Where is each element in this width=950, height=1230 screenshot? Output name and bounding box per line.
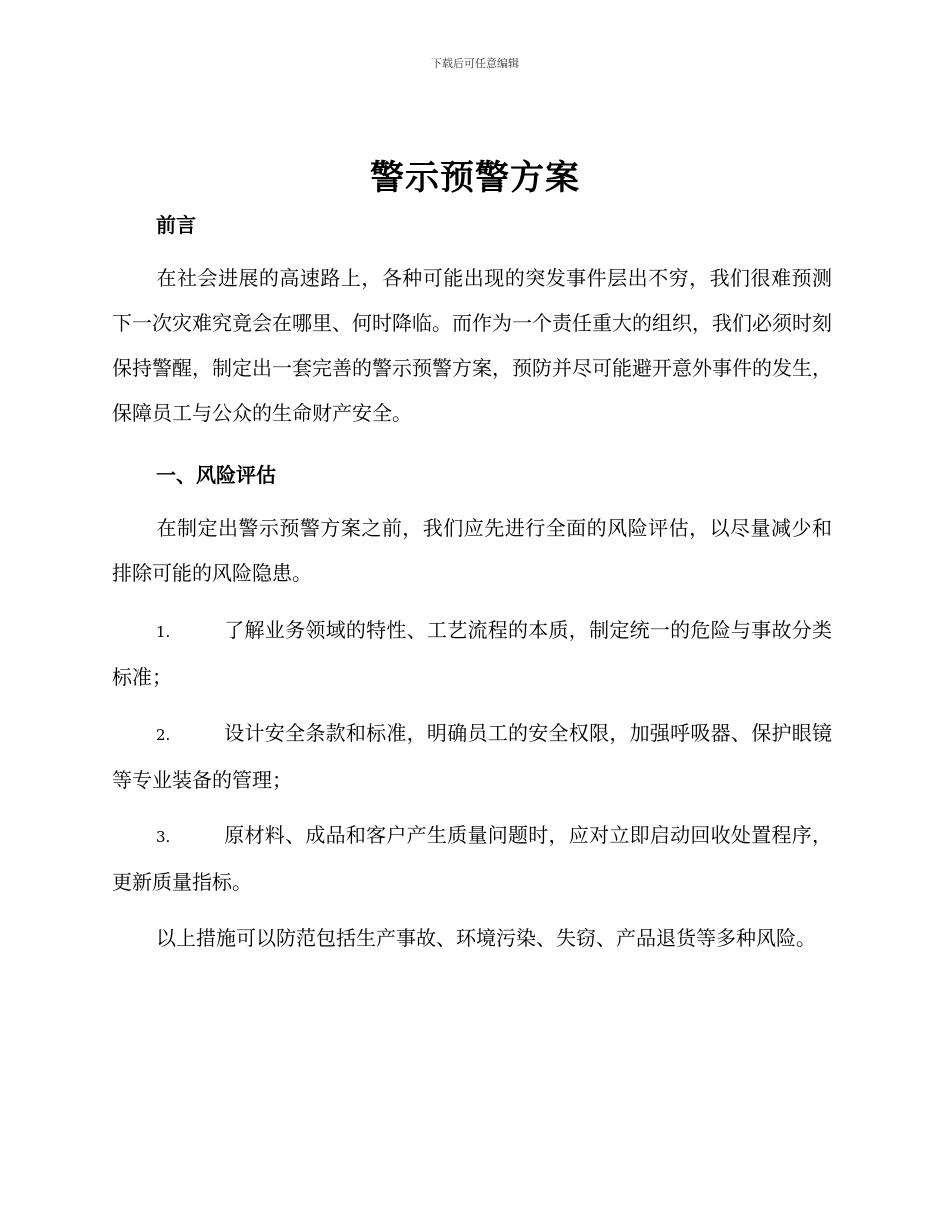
list-item	[112, 711, 832, 803]
header-note: 下载后可任意编辑	[431, 57, 519, 70]
risk-conclusion-text: 以上措施可以防范包括生产事故、环境污染、失窃、产品退货等多种风险。	[156, 926, 816, 950]
risk-intro-paragraph	[112, 506, 832, 596]
preface-paragraph	[112, 256, 832, 436]
list-item-number: 2.	[156, 726, 171, 744]
list-item	[112, 608, 832, 700]
list-item-number: 1.	[156, 623, 171, 641]
risk-conclusion-paragraph	[112, 916, 832, 961]
preface-paragraph-text: 在社会进展的高速路上，各种可能出现的突发事件层出不穷，我们很难预测下一次灾难究竟会在哪里、何时降临。而作为一个责任重大的组织，我们必须时刻保持警醒，制定出一套完善的警示预警方案，预防并尽可能避开意外事件的发生，保障员工与公众的生命财产安全。	[112, 266, 832, 425]
list-item-text: 设计安全条款和标准，明确员工的安全权限，加强呼吸器、保护眼镜等专业装备的管理；	[112, 721, 832, 792]
list-item-number: 3.	[156, 828, 171, 846]
section-heading-risk: 一、风险评估	[156, 463, 276, 487]
list-item-text: 原材料、成品和客户产生质量问题时，应对立即启动回收处置程序，更新质量指标。	[112, 823, 832, 894]
risk-intro-text: 在制定出警示预警方案之前，我们应先进行全面的风险评估，以尽量减少和排除可能的风险隐患。	[112, 516, 832, 585]
list-item	[112, 813, 832, 905]
list-item-text: 了解业务领域的特性、工艺流程的本质，制定统一的危险与事故分类标准；	[112, 618, 832, 689]
document-title: 警示预警方案	[370, 158, 580, 198]
section-heading-preface: 前言	[156, 213, 196, 237]
